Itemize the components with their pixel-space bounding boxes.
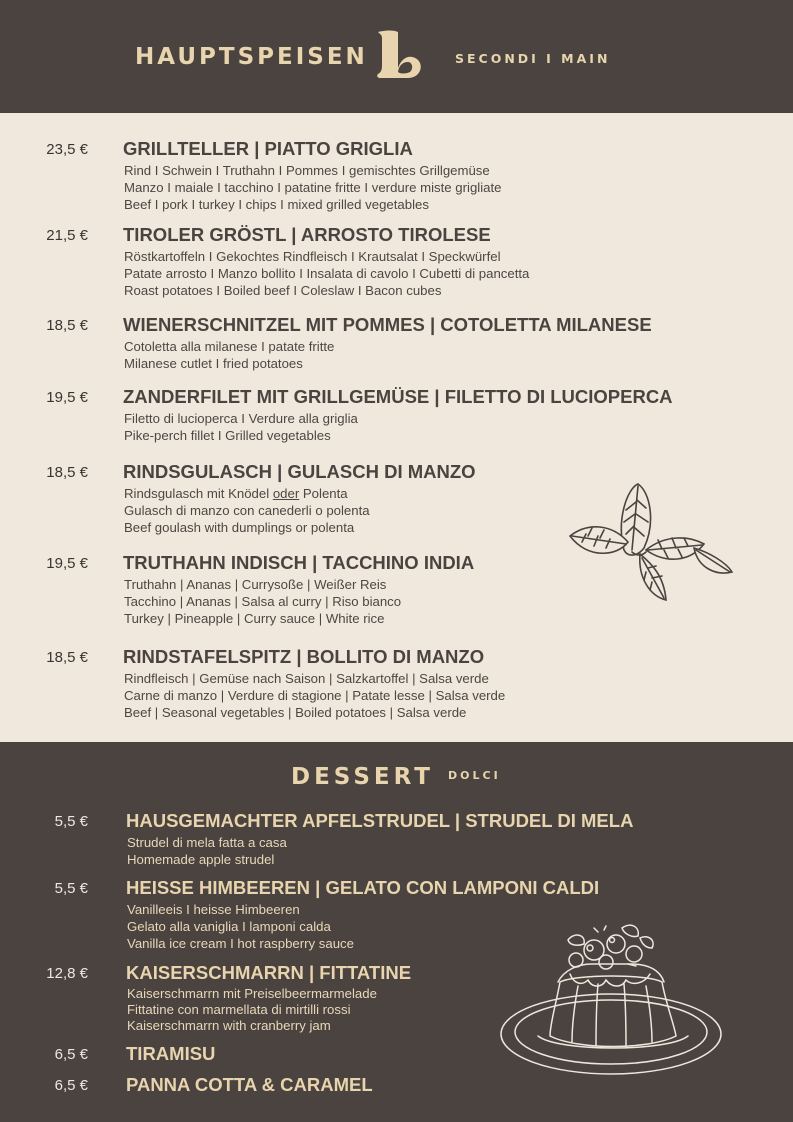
item-description (124, 670, 505, 721)
item-name: TIRAMISU (126, 1043, 216, 1064)
item-description (124, 485, 370, 536)
item-price: 5,5 € (54, 813, 88, 830)
item-price: 19,5 € (46, 389, 88, 406)
item-description (127, 901, 354, 952)
description-line: Strudel di mela fatta a casa (127, 835, 287, 850)
description-line: Vanilleeis I heisse Himbeeren (127, 902, 300, 917)
section-title-mains: HAUPTSPEISEN (135, 44, 368, 70)
description-line: Beef | Seasonal vegetables | Boiled potatoes | Salsa verde (124, 705, 467, 720)
item-name: KAISERSCHMARRN | FITTATINE (126, 962, 412, 983)
description-line: Beef I pork I turkey I chips I mixed grilled vegetables (124, 197, 429, 212)
item-description (127, 986, 377, 1034)
mains-section (0, 113, 793, 742)
item-name: WIENERSCHNITZEL MIT POMMES | COTOLETTA MILANESE (123, 314, 652, 335)
item-name: PANNA COTTA & CARAMEL (126, 1074, 373, 1095)
item-name: HAUSGEMACHTER APFELSTRUDEL | STRUDEL DI MELA (126, 810, 634, 831)
basil-leaves-icon (566, 478, 734, 606)
description-line: Gulasch di manzo con canederli o polenta (124, 503, 370, 518)
item-name: HEISSE HIMBEEREN | GELATO CON LAMPONI CALDI (126, 877, 600, 898)
description-line: Pike-perch fillet I Grilled vegetables (124, 428, 331, 443)
logo-l-icon (372, 28, 426, 80)
description-line: Truthahn | Ananas | Currysoße | Weißer Reis (124, 577, 387, 592)
item-price: 18,5 € (46, 464, 88, 481)
item-price: 6,5 € (54, 1077, 88, 1094)
description-line: Beef goulash with dumplings or polenta (124, 520, 355, 535)
item-name: RINDSTAFELSPITZ | BOLLITO DI MANZO (123, 646, 485, 667)
item-description (124, 338, 334, 372)
description-line: Cotoletta alla milanese I patate fritte (124, 339, 335, 354)
item-name: GRILLTELLER | PIATTO GRIGLIA (123, 138, 413, 159)
description-line: Fittatine con marmellata di mirtilli rossi (127, 1002, 351, 1017)
description-line: Patate arrosto I Manzo bollito I Insalata di cavolo I Cubetti di pancetta (124, 266, 530, 281)
item-description (124, 410, 358, 444)
item-name: TIROLER GRÖSTL | ARROSTO TIROLESE (123, 224, 491, 245)
item-price: 21,5 € (46, 227, 88, 244)
item-price: 19,5 € (46, 555, 88, 572)
item-description (124, 248, 529, 299)
description-line: Vanilla ice cream I hot raspberry sauce (127, 936, 354, 951)
description-line: Tacchino | Ananas | Salsa al curry | Riso bianco (124, 594, 402, 609)
item-name: RINDSGULASCH | GULASCH DI MANZO (123, 461, 476, 482)
description-line: Turkey | Pineapple | Curry sauce | White rice (124, 611, 385, 626)
section-subtitle-dessert: DOLCI (448, 769, 501, 782)
item-price: 23,5 € (46, 141, 88, 158)
description-line: Manzo I maiale I tacchino I patatine fritte I verdure miste grigliate (124, 180, 502, 195)
description-line: Kaiserschmarrn mit Preiselbeermarmelade (127, 986, 377, 1001)
header-bar (0, 0, 793, 113)
item-description (127, 834, 287, 868)
section-subtitle-mains: SECONDI I MAIN (455, 51, 611, 66)
item-description (124, 162, 502, 213)
item-price: 5,5 € (54, 880, 88, 897)
description-line: Milanese cutlet I fried potatoes (124, 356, 303, 371)
section-title-dessert: DESSERT (291, 764, 434, 790)
description-line: Kaiserschmarrn with cranberry jam (127, 1018, 331, 1033)
description-line: Carne di manzo | Verdure di stagione | Patate lesse | Salsa verde (124, 688, 506, 703)
description-line: Rindfleisch | Gemüse nach Saison | Salzkartoffel | Salsa verde (124, 671, 489, 686)
description-line: Gelato alla vaniglia I lamponi calda (127, 919, 331, 934)
description-line: Rindsgulasch mit Knödel oder Polenta (124, 486, 348, 501)
pudding-dessert-icon (498, 924, 724, 1080)
item-description (124, 576, 401, 627)
item-name: TRUTHAHN INDISCH | TACCHINO INDIA (123, 552, 475, 573)
description-line: Roast potatoes I Boiled beef I Coleslaw I Bacon cubes (124, 283, 442, 298)
item-price: 18,5 € (46, 649, 88, 666)
item-price: 6,5 € (54, 1046, 88, 1063)
item-name: ZANDERFILET MIT GRILLGEMÜSE | FILETTO DI LUCIOPERCA (123, 386, 673, 407)
item-price: 12,8 € (46, 965, 88, 982)
description-line: Homemade apple strudel (127, 852, 275, 867)
description-line: Rind I Schwein I Truthahn I Pommes I gemischtes Grillgemüse (124, 163, 490, 178)
item-price: 18,5 € (46, 317, 88, 334)
description-line: Röstkartoffeln I Gekochtes Rindfleisch I Krautsalat I Speckwürfel (124, 249, 501, 264)
description-line: Filetto di lucioperca I Verdure alla griglia (124, 411, 358, 426)
